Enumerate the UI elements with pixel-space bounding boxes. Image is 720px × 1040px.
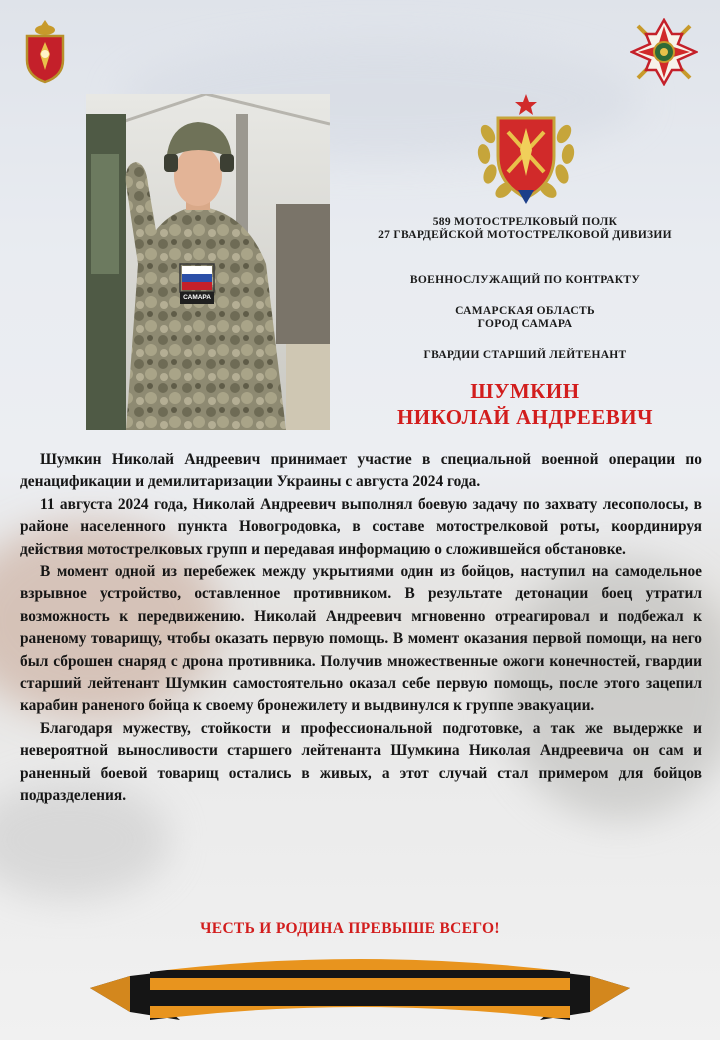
biography-text xyxy=(20,449,702,808)
soldier-photo xyxy=(86,94,330,430)
motto: ЧЕСТЬ И РОДИНА ПРЕВЫШЕ ВСЕГО! xyxy=(200,920,500,937)
paragraph: В момент одной из перебежек между укрытиями один из бойцов, наступил на самодельное взрывное устройство, оставленное противником. В результате детонации боец утратил возможность к передвижению. Николай Андреевич мгновенно отреагировал и подбежал к раненому товарищу, чтобы оказать первую помощь. В момент оказания первой помощи, на него был сброшен снаряд с дрона противника. Получив множественные ожоги конечностей, гвардии старший лейтенант Шумкин самостоятельно оказал себе первую помощь, после этого зацепил карабин раненого бойца к своему бронежилету и выдвинулся к группе эвакуации. xyxy=(20,563,702,715)
paragraph: Благодаря мужеству, стойкости и профессиональной подготовке, а так же выдержке и невероятной выносливости старшего лейтенанта Шумкина Николая Андреевича он сам и раненный боевой товарищ остались в живых, а этот случай стал примером для бойцов подразделения. xyxy=(20,719,702,805)
region: САМАРСКАЯ ОБЛАСТЬ xyxy=(455,305,595,317)
district-emblem-icon xyxy=(22,18,68,84)
regiment-line-2: 27 ГВАРДЕЙСКОЙ МОТОСТРЕЛКОВОЙ ДИВИЗИИ xyxy=(378,229,672,241)
flag-patch-label: САМАРА xyxy=(183,294,211,301)
army-wreath-emblem-icon xyxy=(474,92,578,206)
given-names: НИКОЛАЙ АНДРЕЕВИЧ xyxy=(396,405,654,429)
service-type: ВОЕННОСЛУЖАЩИЙ ПО КОНТРАКТУ xyxy=(409,274,641,286)
surname: ШУМКИН xyxy=(470,379,580,403)
city: ГОРОД САМАРА xyxy=(477,318,573,330)
regiment-line-1: 589 МОТОСТРЕЛКОВЫЙ ПОЛК xyxy=(432,216,618,228)
division-cross-emblem-icon xyxy=(630,18,698,86)
paragraph: Шумкин Николай Андреевич принимает участие в специальной военной операции по денацификации и демилитаризации Украины с августа 2024 года. xyxy=(20,451,702,491)
paragraph: 11 августа 2024 года, Николай Андреевич выполнял боевую задачу по захвату лесополосы, в районе населенного пункта Новогродовка, в составе мотострелковой роты, координируя действия мотострелковых групп и передавая информацию о сложившейся обстановке. xyxy=(20,495,702,558)
st-george-ribbon-icon xyxy=(90,950,630,1030)
rank: ГВАРДИИ СТАРШИЙ ЛЕЙТЕНАНТ xyxy=(423,349,627,361)
person-name xyxy=(330,378,720,430)
